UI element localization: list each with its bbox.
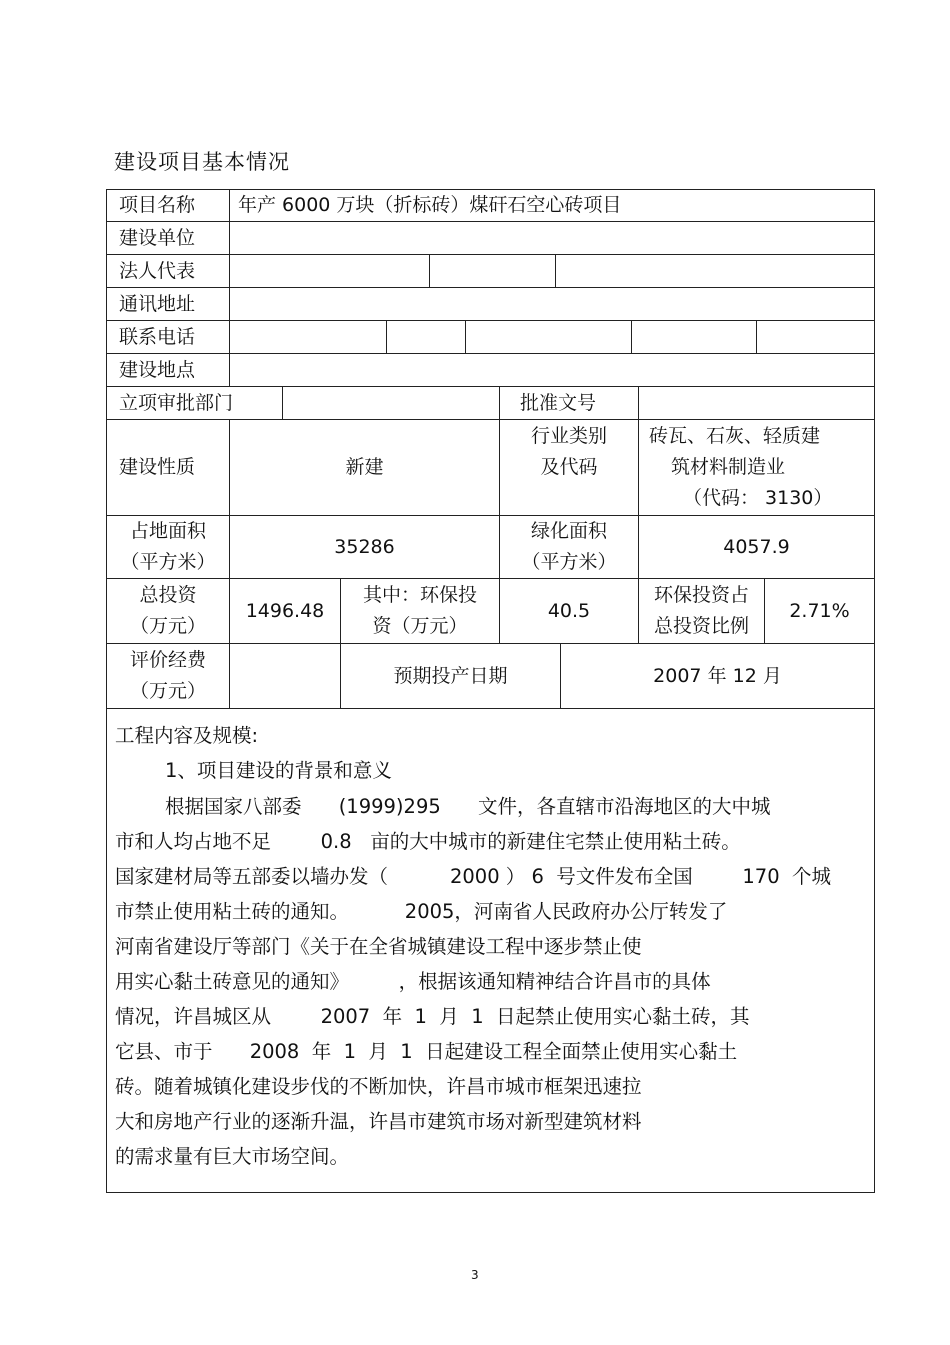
industry-value-line-2: 筑材料制造业 (671, 456, 786, 478)
fee-label (107, 644, 230, 709)
section-title: 建设项目基本情况 (114, 150, 290, 174)
approval-dept-label: 立项审批部门 (107, 387, 283, 420)
content-line: 大和房地产行业的逐渐升温，许昌市建筑市场对新型建筑材料 (115, 1110, 642, 1133)
phone-label: 联系电话 (107, 321, 230, 354)
phone-value (230, 321, 387, 354)
content-line: 用实心黏土砖意见的通知》 ，根据该通知精神结合许昌市的具体 (115, 970, 711, 993)
area-label-line-1: 占地面积 (129, 520, 206, 542)
industry-value-line-1: 砖瓦、石灰、轻质建 (649, 425, 821, 447)
env-invest-label-line-1: 其中：环保投 (362, 584, 477, 606)
phone-extra-4 (757, 321, 874, 354)
phone-extra-1 (387, 321, 466, 354)
address-label: 通讯地址 (107, 288, 230, 321)
content-line: 砖。随着城镇化建设步伐的不断加快，许昌市城市框架迅速拉 (115, 1075, 642, 1098)
approval-dept-value (283, 387, 500, 420)
address-value (230, 288, 874, 321)
content-subheading: 1、项目建设的背景和意义 (165, 759, 392, 782)
fee-label-line-2: （万元） (129, 680, 206, 702)
start-date-label: 预期投产日期 (341, 644, 561, 709)
content-line: 市禁止使用粘土砖的通知。 2005，河南省人民政府办公厅转发了 (115, 900, 728, 923)
site-label: 建设地点 (107, 354, 230, 387)
fee-label-line-1: 评价经费 (129, 649, 206, 671)
project-name-label: 项目名称 (107, 190, 230, 222)
green-label-line-2: （平方米） (521, 551, 617, 573)
fee-value (230, 644, 341, 709)
phone-extra-2 (466, 321, 632, 354)
legal-rep-label: 法人代表 (107, 255, 230, 288)
site-value (230, 354, 874, 387)
invest-label (107, 579, 230, 644)
green-label-line-1: 绿化面积 (530, 520, 607, 542)
content-line: 市和人均占地不足 0.8 亩的大中城市的新建住宅禁止使用粘土砖。 (115, 830, 741, 853)
invest-value: 1496.48 (230, 579, 341, 644)
industry-value (639, 420, 874, 516)
env-ratio-label-line-1: 环保投资占 (653, 584, 749, 606)
content-heading: 工程内容及规模: (115, 724, 259, 747)
approval-no-value (639, 387, 874, 420)
nature-value: 新建 (230, 420, 500, 516)
green-value: 4057.9 (639, 516, 874, 579)
area-label-line-2: （平方米） (120, 551, 216, 573)
unit-label: 建设单位 (107, 222, 230, 255)
env-ratio-label (639, 579, 765, 644)
invest-label-line-1: 总投资 (139, 584, 197, 606)
nature-label: 建设性质 (107, 420, 230, 516)
industry-value-line-3: （代码： 3130） (683, 487, 833, 509)
content-line: 的需求量有巨大市场空间。 (115, 1145, 350, 1168)
industry-label-line-1: 行业类别 (530, 425, 607, 447)
area-value: 35286 (230, 516, 500, 579)
project-content (107, 709, 874, 1193)
area-label (107, 516, 230, 579)
page-number: 3 (471, 1268, 479, 1282)
env-invest-value: 40.5 (500, 579, 639, 644)
project-name-value: 年产 6000 万块（折标砖）煤矸石空心砖项目 (230, 190, 874, 222)
env-ratio-label-line-2: 总投资比例 (653, 615, 749, 637)
env-invest-label-line-2: 资（万元） (372, 615, 468, 637)
env-invest-label (341, 579, 500, 644)
content-line: 它县、市于 2008 年 1 月 1 日起建设工程全面禁止使用实心黏土 (115, 1040, 738, 1063)
industry-label-line-2: 及代码 (540, 456, 598, 478)
content-line: 情况，许昌城区从 2007 年 1 月 1 日起禁止使用实心黏土砖，其 (115, 1005, 750, 1028)
content-line: 国家建材局等五部委以墙办发（ 2000 ） 6 号文件发布全国 170 个城 (115, 865, 832, 888)
industry-label (500, 420, 639, 516)
phone-extra-3 (632, 321, 757, 354)
legal-rep-extra-1 (430, 255, 556, 288)
green-label (500, 516, 639, 579)
content-line: 河南省建设厅等部门《关于在全省城镇建设工程中逐步禁止使 (115, 935, 642, 958)
legal-rep-extra-2 (556, 255, 874, 288)
env-ratio-value: 2.71% (765, 579, 874, 644)
start-date-value: 2007 年 12 月 (561, 644, 874, 709)
legal-rep-value (230, 255, 430, 288)
invest-label-line-2: （万元） (129, 615, 206, 637)
content-line: 根据国家八部委 (1999)295 文件，各直辖市沿海地区的大中城 (165, 795, 771, 818)
unit-value (230, 222, 874, 255)
project-info-table (106, 189, 875, 1193)
approval-no-label: 批准文号 (500, 387, 639, 420)
